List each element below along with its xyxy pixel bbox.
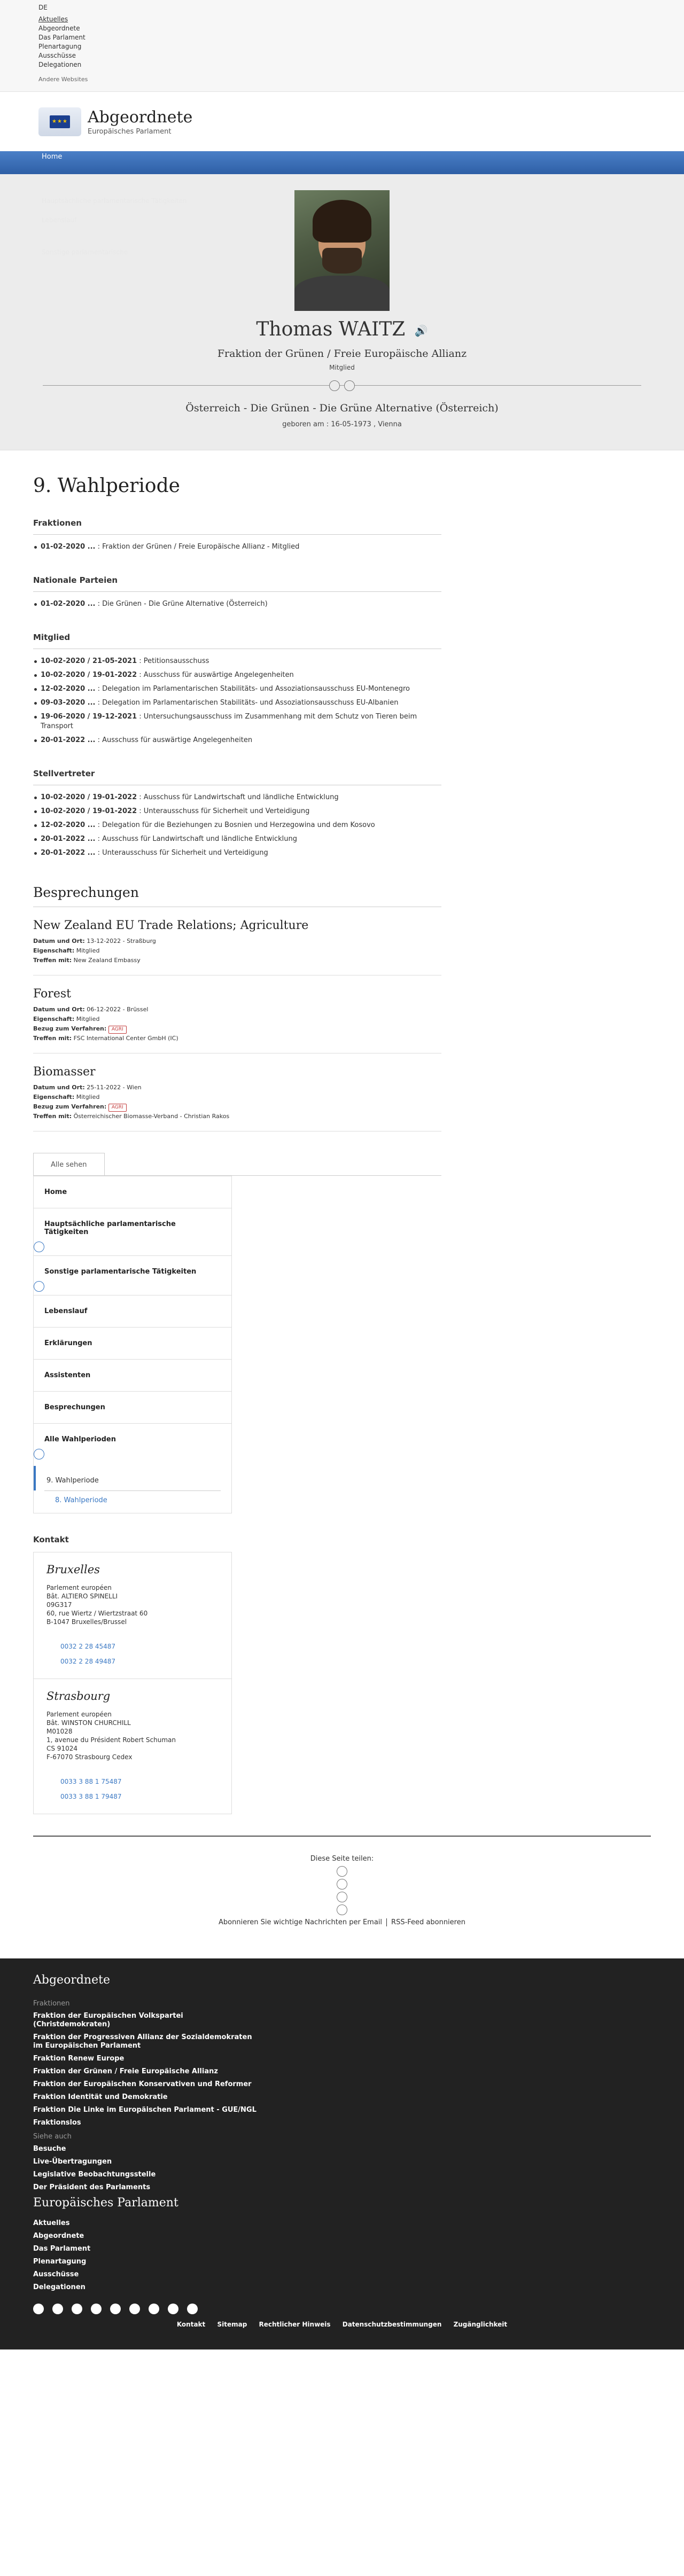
procedure-tag[interactable]: AGRI bbox=[108, 1026, 127, 1034]
hero-ghost-links bbox=[42, 197, 186, 280]
fax-link[interactable]: 0032 2 28 49487 bbox=[60, 1658, 116, 1665]
list-item: 19-06-2020 / 19-12-2021 : Untersuchungsausschuss im Zusammenhang mit dem Schutz von Tieren beim Transport bbox=[33, 710, 441, 733]
besprechungen-title: Besprechungen bbox=[33, 885, 441, 907]
mep-name-text: Thomas WAITZ bbox=[256, 318, 406, 340]
list-item: 10-02-2020 / 19-01-2022 : Ausschuss für auswärtige Angelegenheiten bbox=[33, 668, 441, 682]
sidenav-item-declarations[interactable]: Erklärungen bbox=[34, 1328, 231, 1360]
ghost-link[interactable]: Lebenslauf bbox=[42, 216, 77, 224]
sidenav-item-home[interactable]: Home bbox=[34, 1176, 231, 1208]
list-item: 12-02-2020 ... : Delegation im Parlamentarischen Stabilitäts- und Assoziationsausschuss EU-Montenegro bbox=[33, 682, 441, 696]
list-item: 01-02-2020 ... : Fraktion der Grünen / Freie Europäische Allianz - Mitglied bbox=[33, 540, 441, 554]
expand-icon[interactable] bbox=[34, 1242, 44, 1252]
top-nav-item-ausschuesse[interactable]: Ausschüsse bbox=[38, 52, 76, 59]
nav-home-link[interactable]: Home bbox=[42, 153, 63, 161]
sidenav-item-main-activities[interactable]: Hauptsächliche parlamentarische Tätigkeiten bbox=[34, 1208, 231, 1256]
phone-link[interactable]: 0033 3 88 1 75487 bbox=[60, 1778, 122, 1785]
sidenav-item-meetings[interactable]: Besprechungen bbox=[34, 1392, 231, 1424]
section-title: Nationale Parteien bbox=[33, 575, 441, 592]
share-section bbox=[33, 1836, 651, 1926]
site-footer bbox=[0, 1958, 684, 2349]
footer-bottom-link[interactable]: Kontakt bbox=[176, 2321, 206, 2328]
meeting-title: New Zealand EU Trade Relations; Agriculture bbox=[33, 919, 309, 932]
list-item: 10-02-2020 / 21-05-2021 : Petitionsausschuss bbox=[33, 654, 441, 668]
brand-header bbox=[0, 92, 684, 151]
footer-link[interactable]: Fraktion Identität und Demokratie bbox=[33, 2093, 168, 2101]
eu-flag-icon: ★★★ bbox=[50, 115, 70, 128]
speaker-icon[interactable]: 🔊 bbox=[414, 324, 428, 337]
contact-city: Bruxelles bbox=[46, 1563, 100, 1576]
footer-link[interactable]: Fraktion der Europäischen Konservativen und Reformer bbox=[33, 2080, 252, 2088]
subscribe-email-link[interactable]: Abonnieren Sie wichtige Nachrichten per Email bbox=[219, 1918, 383, 1926]
sidenav-subitem-term-8[interactable]: 8. Wahlperiode bbox=[44, 1490, 221, 1513]
footer-bottom-link[interactable]: Rechtlicher Hinweis bbox=[259, 2321, 331, 2328]
linkedin-icon[interactable] bbox=[91, 2304, 102, 2314]
mep-profile-header bbox=[0, 174, 684, 450]
footer-title[interactable]: Abgeordnete bbox=[33, 1973, 110, 1987]
footer-link[interactable]: Fraktion der Grünen / Freie Europäische Allianz bbox=[33, 2067, 218, 2075]
footer-link[interactable]: Der Präsident des Parlaments bbox=[33, 2183, 151, 2191]
social-separator bbox=[43, 380, 641, 391]
top-nav-item-aktuelles[interactable]: Aktuelles bbox=[38, 15, 68, 23]
footer-link[interactable]: Live-Übertragungen bbox=[33, 2158, 112, 2166]
phone-link[interactable]: 0032 2 28 45487 bbox=[60, 1643, 116, 1650]
political-group: Fraktion der Grünen / Freie Europäische Allianz bbox=[217, 348, 467, 360]
reddit-icon[interactable] bbox=[187, 2304, 198, 2314]
term-title: 9. Wahlperiode bbox=[33, 475, 180, 497]
footer-fraktionen-label: Fraktionen bbox=[33, 2000, 70, 2008]
ghost-link[interactable]: Sonstige parlamentarische bbox=[42, 248, 128, 256]
see-all-wrapper bbox=[33, 1153, 441, 1176]
expand-icon[interactable] bbox=[34, 1449, 44, 1459]
section-title: Fraktionen bbox=[33, 518, 441, 535]
contact-box bbox=[33, 1552, 232, 1814]
see-all-button[interactable]: Alle sehen bbox=[33, 1153, 105, 1175]
rss-link[interactable]: RSS-Feed abonnieren bbox=[386, 1918, 470, 1926]
instagram-icon[interactable] bbox=[129, 2304, 140, 2314]
language-selector[interactable] bbox=[38, 3, 646, 15]
top-nav-item-parlament[interactable]: Das Parlament bbox=[38, 34, 86, 41]
footer-link[interactable]: Plenartagung bbox=[33, 2258, 87, 2266]
section-mitglied bbox=[33, 633, 441, 747]
footer-ep-title[interactable]: Europäisches Parlament bbox=[33, 2196, 178, 2210]
other-websites-link[interactable]: Andere Websites bbox=[38, 76, 88, 83]
fax-link[interactable]: 0033 3 88 1 79487 bbox=[60, 1793, 122, 1800]
ep-logo[interactable] bbox=[38, 107, 81, 136]
member-role: Mitglied bbox=[329, 364, 355, 371]
facebook-icon[interactable] bbox=[33, 2304, 44, 2314]
footer-bottom-link[interactable]: Zugänglichkeit bbox=[453, 2321, 508, 2328]
top-utility-nav bbox=[0, 0, 684, 92]
sidenav-item-assistants[interactable]: Assistenten bbox=[34, 1360, 231, 1392]
footer-link[interactable]: Besuche bbox=[33, 2145, 66, 2153]
youtube-icon[interactable] bbox=[110, 2304, 121, 2314]
site-subtitle: Europäisches Parlament bbox=[88, 127, 172, 136]
section-nationale-parteien bbox=[33, 575, 441, 611]
footer-link[interactable]: Das Parlament bbox=[33, 2245, 91, 2253]
footer-link[interactable]: Delegationen bbox=[33, 2283, 86, 2291]
twitter-icon[interactable] bbox=[52, 2304, 63, 2314]
footer-social-icons bbox=[33, 2304, 651, 2314]
contact-city: Strasbourg bbox=[46, 1690, 111, 1703]
contact-card-bruxelles bbox=[34, 1552, 231, 1679]
footer-link[interactable]: Fraktion Die Linke im Europäischen Parlament - GUE/NGL bbox=[33, 2106, 256, 2114]
footer-bottom-links bbox=[33, 2321, 651, 2328]
pinterest-icon[interactable] bbox=[149, 2304, 159, 2314]
contact-title: Kontakt bbox=[33, 1535, 69, 1544]
email-icon[interactable] bbox=[329, 380, 340, 391]
meeting-item: Forest Datum und Ort: 06-12-2022 - Brüssel Eigenschaft: Mitglied Bezug zum Verfahren: AGRI Treffen mit: FSC International Center GmbH (IC) bbox=[33, 975, 441, 1053]
footer-link[interactable]: Abgeordnete bbox=[33, 2232, 84, 2240]
top-nav-items bbox=[38, 15, 646, 69]
section-fraktionen bbox=[33, 518, 441, 554]
meeting-title: Forest bbox=[33, 987, 71, 1001]
flickr-icon[interactable] bbox=[72, 2304, 82, 2314]
footer-link[interactable]: Ausschüsse bbox=[33, 2270, 79, 2278]
share-icons bbox=[337, 1866, 347, 1915]
contact-address: Parlement européen Bât. ALTIERO SPINELLI 09G317 60, rue Wiertz / Wiertzstraat 60 B-1047 Bruxelles/Brussel bbox=[46, 1584, 148, 1626]
email-icon[interactable] bbox=[337, 1904, 347, 1915]
top-nav-item-abgeordnete[interactable]: Abgeordnete bbox=[38, 25, 80, 32]
snapchat-icon[interactable] bbox=[168, 2304, 178, 2314]
profile-side-nav bbox=[33, 1176, 232, 1513]
ghost-link[interactable]: Hauptsächliche parlamentarische Tätigkeiten bbox=[42, 197, 187, 205]
sidenav-item-other-activities[interactable]: Sonstige parlamentarische Tätigkeiten bbox=[34, 1256, 231, 1295]
language-label[interactable]: DE bbox=[38, 4, 48, 11]
list-item: 10-02-2020 / 19-01-2022 : Ausschuss für Landwirtschaft und ländliche Entwicklung bbox=[33, 791, 441, 805]
footer-link[interactable]: Aktuelles bbox=[33, 2219, 70, 2227]
section-stellvertreter bbox=[33, 769, 441, 860]
footer-link[interactable]: Fraktion Renew Europe bbox=[33, 2055, 125, 2063]
footer-link[interactable]: Fraktion der Progressiven Allianz der Sozialdemokraten im Europäischen Parlament bbox=[33, 2033, 252, 2050]
expand-icon[interactable] bbox=[34, 1281, 44, 1292]
contact-card-strasbourg bbox=[34, 1679, 231, 1814]
sidenav-item-all-terms[interactable]: Alle Wahlperioden bbox=[34, 1424, 231, 1463]
list-item: 10-02-2020 / 19-01-2022 : Unterausschuss für Sicherheit und Verteidigung bbox=[33, 805, 441, 818]
mep-name bbox=[0, 318, 684, 340]
section-title: Mitglied bbox=[33, 633, 441, 649]
meeting-title: Biomasser bbox=[33, 1065, 96, 1079]
facebook-icon[interactable] bbox=[337, 1866, 347, 1877]
top-nav-item-plenartagung[interactable]: Plenartagung bbox=[38, 43, 82, 50]
section-title: Stellvertreter bbox=[33, 769, 441, 785]
footer-bottom-link[interactable]: Datenschutzbestimmungen bbox=[342, 2321, 442, 2328]
footer-bottom-link[interactable]: Sitemap bbox=[217, 2321, 247, 2328]
footer-siehe-label: Siehe auch bbox=[33, 2133, 72, 2141]
list-item: 20-01-2022 ... : Ausschuss für Landwirtschaft und ländliche Entwicklung bbox=[33, 832, 441, 846]
main-nav-bar bbox=[0, 151, 684, 174]
list-item: 20-01-2022 ... : Ausschuss für auswärtige Angelegenheiten bbox=[33, 733, 441, 747]
procedure-tag[interactable]: AGRI bbox=[108, 1104, 127, 1112]
twitter-icon[interactable] bbox=[337, 1879, 347, 1890]
sidenav-subitem-term-9[interactable]: 9. Wahlperiode bbox=[34, 1466, 221, 1490]
twitter-icon[interactable] bbox=[344, 380, 355, 391]
country-party: Österreich - Die Grünen - Die Grüne Alternative (Österreich) bbox=[185, 402, 499, 414]
top-nav-item-delegationen[interactable]: Delegationen bbox=[38, 61, 82, 68]
linkedin-icon[interactable] bbox=[337, 1892, 347, 1902]
site-title[interactable]: Abgeordnete bbox=[88, 107, 193, 127]
list-item: 12-02-2020 ... : Delegation für die Beziehungen zu Bosnien und Herzegowina und dem Kosovo bbox=[33, 818, 441, 832]
main-content bbox=[0, 475, 684, 1926]
meeting-item: New Zealand EU Trade Relations; Agriculture Datum und Ort: 13-12-2022 - Straßburg Eigenschaft: Mitglied Treffen mit: New Zealand Embassy bbox=[33, 907, 441, 975]
meeting-item: Biomasser Datum und Ort: 25-11-2022 - Wien Eigenschaft: Mitglied Bezug zum Verfahren: AGRI Treffen mit: Österreichischer Biomasse-Verband - Christian Rakos bbox=[33, 1053, 441, 1131]
contact-address: Parlement européen Bât. WINSTON CHURCHILL M01028 1, avenue du Président Robert Schuman CS 91024 F-67070 Strasbourg Cedex bbox=[46, 1711, 176, 1761]
sidenav-item-cv[interactable]: Lebenslauf bbox=[34, 1295, 231, 1328]
mep-photo bbox=[294, 190, 390, 311]
footer-link[interactable]: Legislative Beobachtungsstelle bbox=[33, 2171, 156, 2179]
list-item: 09-03-2020 ... : Delegation im Parlamentarischen Stabilitäts- und Assoziationsausschuss EU-Albanien bbox=[33, 696, 441, 710]
list-item: 01-02-2020 ... : Die Grünen - Die Grüne Alternative (Österreich) bbox=[33, 597, 441, 611]
footer-link[interactable]: Fraktion der Europäischen Volkspartei (Christdemokraten) bbox=[33, 2012, 183, 2028]
share-title: Diese Seite teilen: bbox=[310, 1855, 374, 1863]
birth-info: geboren am : 16-05-1973 , Vienna bbox=[282, 420, 402, 428]
list-item: 20-01-2022 ... : Unterausschuss für Sicherheit und Verteidigung bbox=[33, 846, 441, 860]
footer-link[interactable]: Fraktionslos bbox=[33, 2119, 81, 2127]
